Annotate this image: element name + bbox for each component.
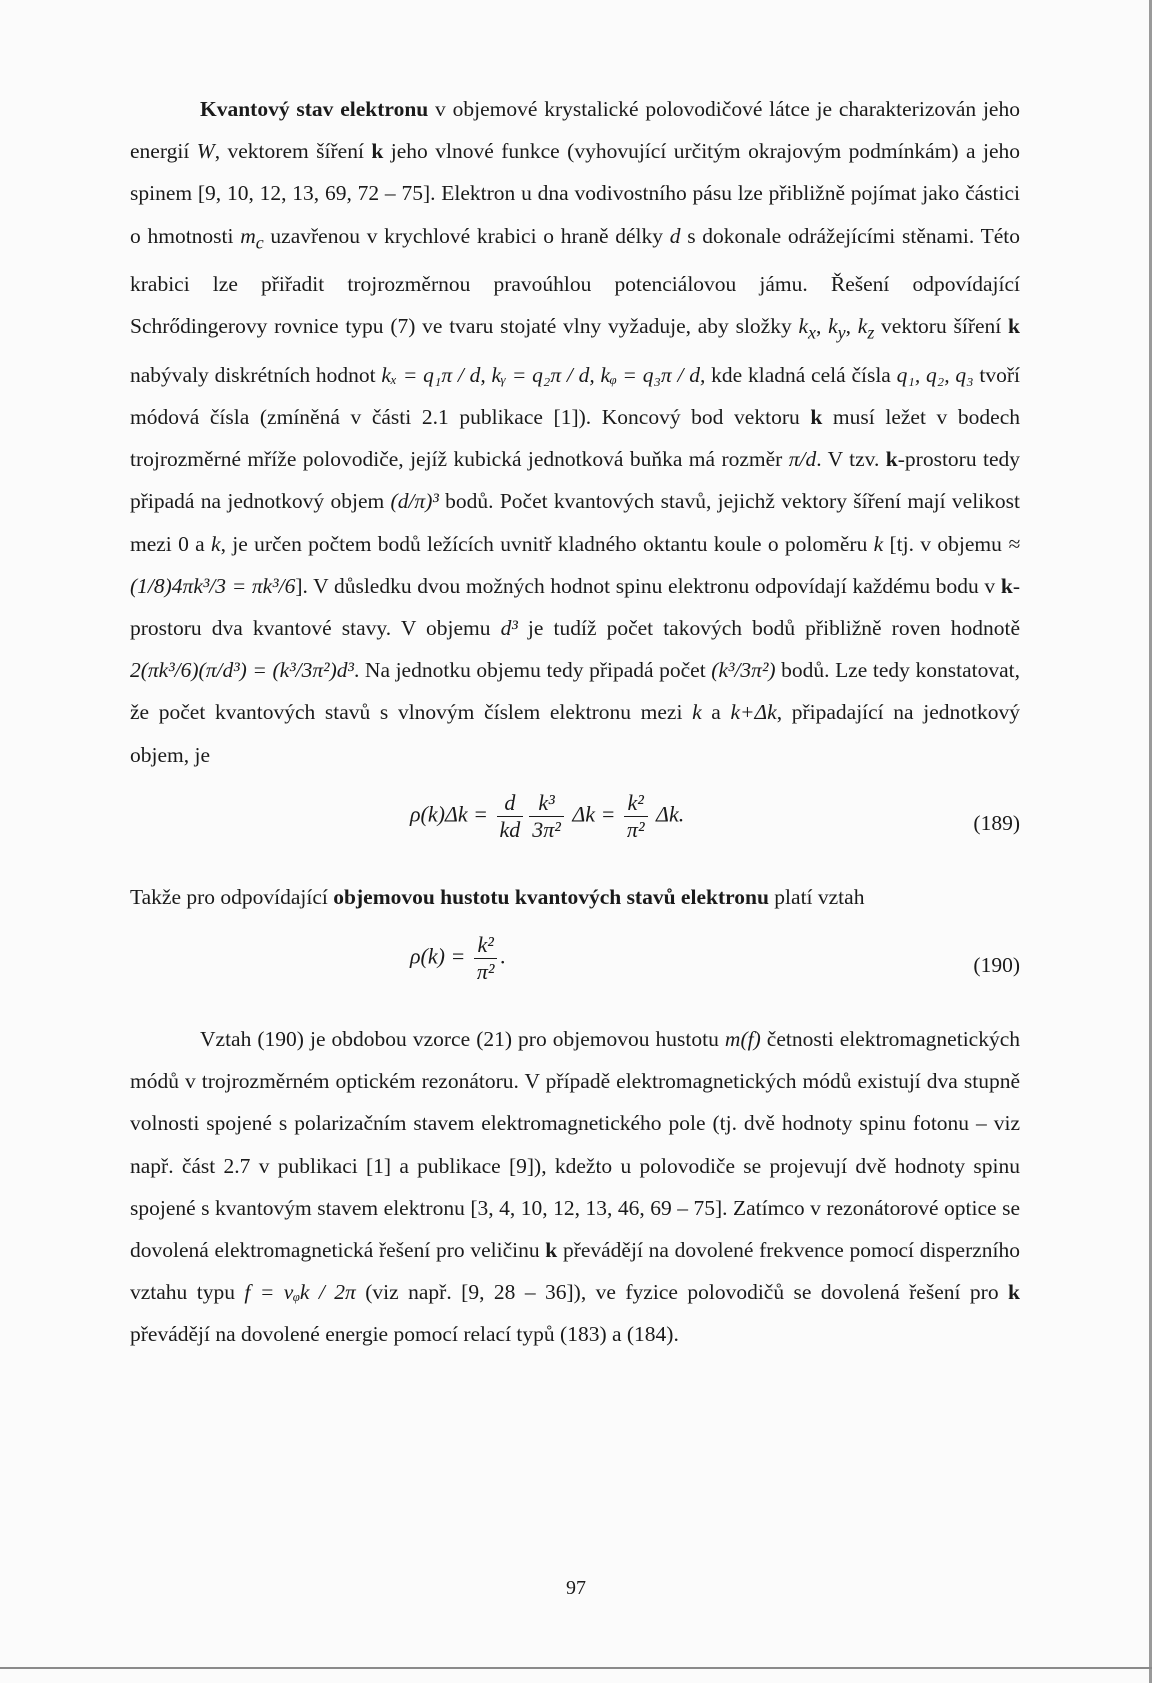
scan-bottom-edge — [0, 1667, 1152, 1669]
paragraph-1: Kvantový stav elektronu v objemové krystalické polovodičové látce je charakterizován jeho energií W, vektorem šíření k jeho vlnové funkce (vyhovující určitým okrajovým podmínkám) a jeho spinem [9, 10, 12, 13, 69, 72 – 75]. Elektron u dna vodivostního pásu lze přibližně pojímat jako částici o hmotnosti $m_c$ uzavřenou v krychlové krabici o hraně délky d s dokonale odrážejícími stěnami. Této krabici lze přiřadit trojrozměrnou pravoúhlou potenciálovou jámu. Řešení odpovídající Schrődingerovy rovnice typu (7) ve tvaru stojaté vlny vyžaduje, aby složky $k_x$, $k_y$, $k_z$ vektoru šíření k nabývaly diskrétních hodnot kₓ = q₁π / d, kᵧ = q₂π / d, kᵩ = q₃π / d, kde kladná celá čísla q₁, q₂, q₃ tvoří módová čísla (zmíněná v části 2.1 publikace [1]). Koncový bod vektoru k musí ležet v bodech trojrozměrné mříže polovodiče, jejíž kubická jednotková buňka má rozměr π/d. V tzv. k-prostoru tedy připadá na jednotkový objem (d/π)³ bodů. Počet kvantových stavů, jejichž vektory šíření mají velikost mezi 0 a k, je určen počtem bodů ležících uvnitř kladného oktantu koule o poloměru k [tj. v objemu ≈ (1/8)4πk³/3 = πk³/6]. V důsledku dvou možných hodnot spinu elektronu odpovídají každému bodu v k-prostoru dva kvantové stavy. V objemu d³ je tudíž počet takových bodů přibližně roven hodnotě 2(πk³/6)(π/d³) = (k³/3π²)d³. Na jednotku objemu tedy připadá počet (k³/3π²) bodů. Lze tedy konstatovat, že počet kvantových stavů s vlnovým číslem elektronu mezi k a k+Δk, připadající na jednotkový objem, je — [130, 97, 1021, 767]
fraction: $\frac{d}{kd}$ — [497, 790, 524, 843]
paragraph-2: Takže pro odpovídající objemovou hustotu kvantových stavů elektronu platí vztah — [130, 884, 865, 909]
term-density-of-states: objemovou hustotu kvantových stavů elektronu — [333, 884, 769, 909]
equation-number-189: (189) — [973, 810, 1020, 835]
fraction: $\frac{\text{k²}}{\text{π²}}$ — [624, 790, 648, 843]
fraction: $\frac{\text{k²}}{\text{π²}}$ — [474, 932, 498, 985]
inline-formula-count: 2(πk³/6)(π/d³) = (k³/3π²)d³ — [130, 658, 354, 683]
equation-190 — [130, 922, 1020, 1006]
inline-formula-k-components: kₓ = q₁π / d, kᵧ = q₂π / d, kᵩ = q₃π / d, — [381, 362, 706, 387]
equation-190-formula: ρ(k) = $\frac{\text{k²}}{\text{π²}}$ . — [410, 932, 506, 985]
inline-formula-dispersion: f = vᵩk / 2π — [244, 1280, 356, 1305]
page-number: 97 — [566, 1577, 586, 1599]
term-quantum-state: Kvantový stav elektronu — [200, 97, 429, 121]
page-body — [130, 88, 1020, 1356]
equation-number-190: (190) — [973, 953, 1020, 978]
inline-formula-volume: ≈ (1/8)4πk³/3 = πk³/6 — [130, 531, 1020, 598]
paragraph-3: Vztah (190) je obdobou vzorce (21) pro objemovou hustotu m(f) četnosti elektromagnetických módů v trojrozměrném optickém rezonátoru. V případě elektromagnetických módů existují dva stupně volnosti spojené s polarizačním stavem elektromagnetického pole (tj. dvě hodnoty spinu fotonu – viz např. část 2.7 v publikaci [1] a publikace [9]), kdežto u polovodiče se projevují dvě hodnoty spinu spojené s kvantovým stavem elektronu [3, 4, 10, 12, 13, 46, 69 – 75]. Zatímco v rezonátorové optice se dovolená elektromagnetická řešení pro veličinu k převádějí na dovolené frekvence pomocí disperzního vztahu typu f = vᵩk / 2π (viz např. [9, 28 – 36]), ve fyzice polovodičů se dovolená řešení pro k převádějí na dovolené energie pomocí relací typů (183) a (184). — [130, 1027, 1020, 1347]
equation-189-formula: ρ(k)Δk = $\frac{d}{kd}$ $\frac{\text{k³}}{\text{3π²}}$ Δk = $\frac{\text{k²}}{\text{π²}}$ Δk. — [410, 789, 685, 842]
equation-189 — [130, 780, 1020, 864]
fraction: $\frac{\text{k³}}{\text{3π²}}$ — [529, 790, 564, 843]
